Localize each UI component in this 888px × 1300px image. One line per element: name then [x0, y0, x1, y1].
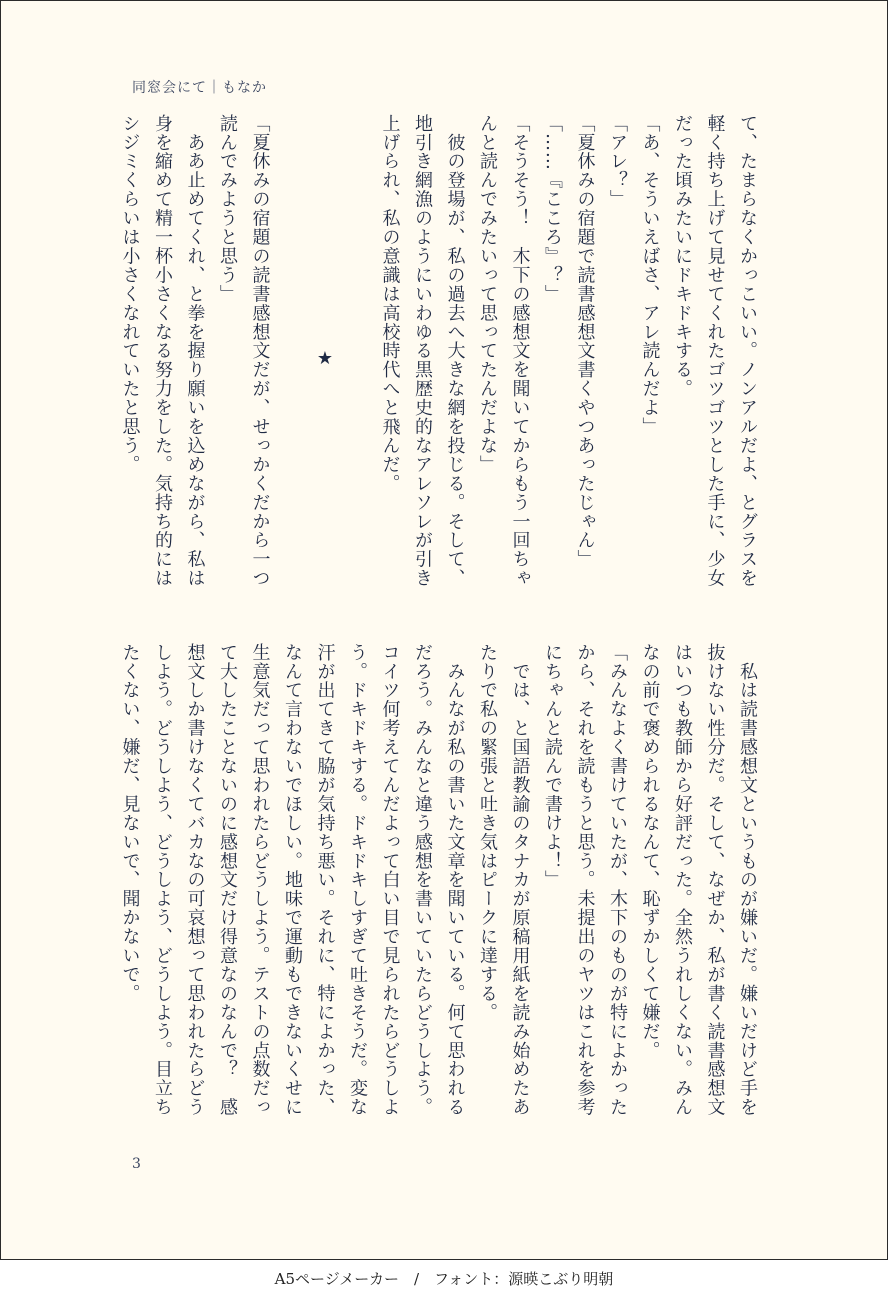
text-line: 「夏休みの宿題で読書感想文書くやつあったじゃん」: [574, 114, 596, 569]
text-line: 身を縮めて精一杯小さくなる努力をした。気持ち的には: [152, 114, 173, 588]
text-line: て、たまらなくかっこいい。ノンアルだよ、とグラスを: [737, 114, 758, 588]
text-line: 「夏休みの宿題の読書感想文だが、せっかくだから一つ: [249, 114, 271, 588]
text-line: だろう。みんなと違う感想を書いていたらどうしよう。: [412, 643, 433, 1117]
text-line: たくない、嫌だ、見ないで、聞かないで。: [119, 643, 141, 1004]
text-line: なんて言わないでほしい。地味で運動もできないくせに: [282, 643, 303, 1117]
text-line: 想文しか書けなくてバカなの可哀想って思われたらどう: [184, 643, 206, 1117]
page-number: 3: [132, 1156, 141, 1172]
upper-text-block: [113, 114, 763, 604]
text-line: シジミくらいは小さくなれていたと思う。: [119, 114, 141, 475]
text-line: 「……『こころ』？」: [542, 114, 563, 304]
text-line: んと読んでみたいって思ってたんだよな」: [477, 114, 498, 475]
text-line: 彼の登場が、私の過去へ大きな網を投じる。そして、: [444, 114, 466, 588]
text-line: 汗が出てきて脇が気持ち悪い。それに、特によかった、: [314, 643, 336, 1117]
text-line: コイツ何考えてんだよって白い目で見られたらどうしよ: [379, 643, 401, 1117]
section-break-star: ★: [314, 348, 336, 370]
text-line: なの前で褒められるなんて、恥ずかしくて嫌だ。: [639, 643, 661, 1060]
text-line: みんなが私の書いた文章を聞いている。何て思われる: [444, 643, 466, 1117]
text-line: から、それを読もうと思う。未提出のヤツはこれを参考: [574, 643, 596, 1117]
text-line: しよう。どうしよう、どうしよう、どうしよう。目立ち: [152, 643, 173, 1117]
footer-credit: A5ページメーカー / フォント：源暎こぶり明朝: [274, 1270, 614, 1288]
text-line: 地引き網漁のようにいわゆる黒歴史的なアレソレが引き: [412, 114, 433, 588]
text-line: 生意気だって思われたらどうしよう。テストの点数だっ: [249, 643, 271, 1117]
text-line: 「あ、そういえばさ、アレ読んだよ」: [639, 114, 661, 437]
text-line: 「みんなよく書けていたが、木下のものが特によかった: [607, 643, 628, 1117]
text-line: 上げられ、私の意識は高校時代へと飛んだ。: [379, 114, 401, 493]
blank-line: [276, 114, 309, 604]
text-line: たりで私の緊張と吐き気はピークに達する。: [477, 643, 498, 1022]
text-line: にちゃんと読んで書けよ！」: [542, 643, 563, 890]
text-line: 読んでみようと思う」: [217, 114, 238, 304]
text-line: 軽く持ち上げて見せてくれたゴツゴツとした手に、少女: [704, 114, 726, 588]
lower-text-block: [113, 643, 763, 1133]
running-header: 同窓会にて｜もなか: [132, 80, 267, 96]
text-line: では、と国語教諭のタナカが原稿用紙を読み始めたあ: [509, 643, 531, 1117]
text-line: 私は読書感想文というものが嫌いだ。嫌いだけど手を: [737, 643, 758, 1117]
text-line: だった頃みたいにドキドキする。: [672, 114, 693, 399]
text-line: はいつも教師から好評だった。全然うれしくない。みん: [672, 643, 693, 1117]
text-line: う。ドキドキする。ドキドキしすぎて吐きそうだ。変な: [347, 643, 368, 1117]
text-line: 「そうそう！ 木下の感想文を聞いてからもう一回ちゃ: [509, 114, 531, 588]
text-line: 抜けない性分だ。そして、なぜか、私が書く読書感想文: [704, 643, 726, 1117]
text-line: 「アレ？」: [607, 114, 628, 209]
blank-line: [341, 114, 374, 604]
text-line: ああ止めてくれ、と拳を握り願いを込めながら、私は: [184, 114, 206, 588]
text-line: て大したことないのに感想文だけ得意なのなんで？ 感: [217, 643, 238, 1117]
